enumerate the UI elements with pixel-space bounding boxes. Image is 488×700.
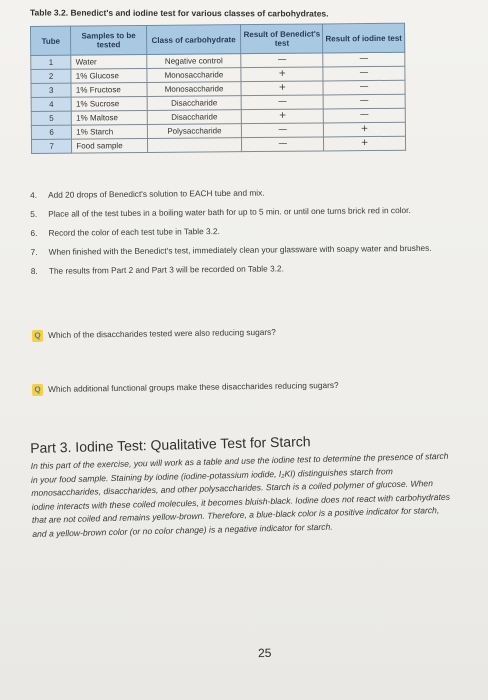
sample-name: Food sample [72, 138, 147, 153]
question-reducing-disaccharides [32, 324, 452, 342]
iodine-result: + [324, 136, 406, 151]
section-body: In this part of the exercise, you will work as a table and use the iodine test to determine the presence of starch in your food sample. Staining by iodine (iodine-potassium iodide, I₂KI) distinguishes starch from monosaccharides, disaccharides, and other polysaccharides. Starch is a coiled polymer of glucose. When iodine interacts with these coiled molecules, it becomes bluish-black. Iodine does not react with carbohydrates that are not coiled and remains yellow-brown. Therefore, a blue-black color is a positive indicator for starch, and a yellow-brown color (or no color change) is a negative indicator for starch. [30, 450, 451, 539]
iodine-result: — [323, 66, 405, 81]
iodine-result: — [323, 108, 405, 123]
benedict-result: — [242, 137, 324, 152]
benedict-result: + [241, 67, 323, 82]
step-text: Record the color of each test tube in Table 3.2. [48, 226, 220, 238]
iodine-result: — [323, 52, 405, 67]
iodine-result: — [323, 94, 405, 109]
iodine-result: + [324, 122, 406, 137]
question-functional-groups [32, 378, 452, 396]
step-number: 7. [30, 246, 38, 257]
section-title: Part 3. Iodine Test: Qualitative Test for Starch [30, 433, 311, 456]
sample-name: 1% Maltose [72, 110, 147, 125]
procedure-step [31, 262, 451, 277]
carbohydrate-class: Monosaccharide [147, 82, 242, 97]
tube-number: 4 [31, 97, 71, 111]
benedict-result: — [242, 123, 324, 138]
carbohydrate-class [147, 138, 242, 153]
step-number: 4. [30, 189, 38, 200]
procedure-step [30, 186, 450, 201]
step-text: Place all of the test tubes in a boiling water bath for up to 5 min. or until one turns brick red in color. [48, 205, 411, 219]
table-header-row [31, 23, 405, 55]
sample-name: 1% Sucrose [71, 96, 146, 111]
step-number: 6. [30, 227, 38, 238]
carbohydrate-class: Monosaccharide [146, 68, 241, 83]
header-samples: Samples to be tested [71, 25, 146, 55]
carbohydrate-class: Polysaccharide [147, 124, 242, 139]
step-number: 8. [30, 265, 38, 276]
step-text: The results from Part 2 and Part 3 will be recorded on Table 3.2. [48, 263, 284, 276]
procedure-steps [30, 186, 451, 285]
sample-name: 1% Glucose [71, 68, 146, 83]
procedure-step [31, 243, 451, 258]
carbohydrate-class: Negative control [146, 54, 241, 69]
sample-name: 1% Fructose [71, 82, 146, 97]
sample-name: Water [71, 54, 146, 69]
iodine-result: — [323, 80, 405, 95]
tube-number: 1 [31, 55, 71, 69]
tube-number: 3 [31, 83, 71, 97]
question-icon: Q [32, 330, 43, 342]
carbohydrate-class: Disaccharide [147, 96, 242, 111]
step-text: Add 20 drops of Benedict's solution to EACH tube and mix. [47, 187, 265, 200]
procedure-step [30, 205, 450, 220]
header-class: Class of carbohydrate [146, 25, 241, 55]
header-iodine: Result of iodine test [323, 23, 405, 53]
table-caption: Table 3.2. Benedict's and iodine test for various classes of carbohydrates. [29, 7, 329, 19]
part3-section [30, 430, 452, 541]
question-icon: Q [32, 384, 43, 396]
header-tube: Tube [31, 26, 72, 55]
carbohydrate-class: Disaccharide [147, 110, 242, 125]
results-table [30, 23, 406, 154]
benedict-result: + [241, 81, 323, 96]
sample-name: 1% Starch [72, 124, 147, 139]
tube-number: 7 [31, 139, 71, 153]
step-text: When finished with the Benedict's test, immediately clean your glassware with soapy water and brushes. [48, 242, 432, 257]
page-number: 25 [257, 645, 272, 661]
results-table-wrapper [30, 23, 406, 154]
tube-number: 6 [31, 125, 71, 139]
question-text: Which additional functional groups make these disaccharides reducing sugars? [48, 379, 339, 394]
benedict-result: — [242, 95, 324, 110]
question-text: Which of the disaccharides tested were also reducing sugars? [48, 326, 276, 340]
tube-number: 2 [31, 69, 71, 83]
header-benedict: Result of Benedict's test [241, 24, 323, 54]
tube-number: 5 [31, 111, 71, 125]
step-number: 5. [30, 208, 38, 219]
table-row [31, 136, 405, 153]
benedict-result: — [241, 53, 323, 68]
benedict-result: + [242, 109, 324, 124]
procedure-step [30, 224, 450, 239]
